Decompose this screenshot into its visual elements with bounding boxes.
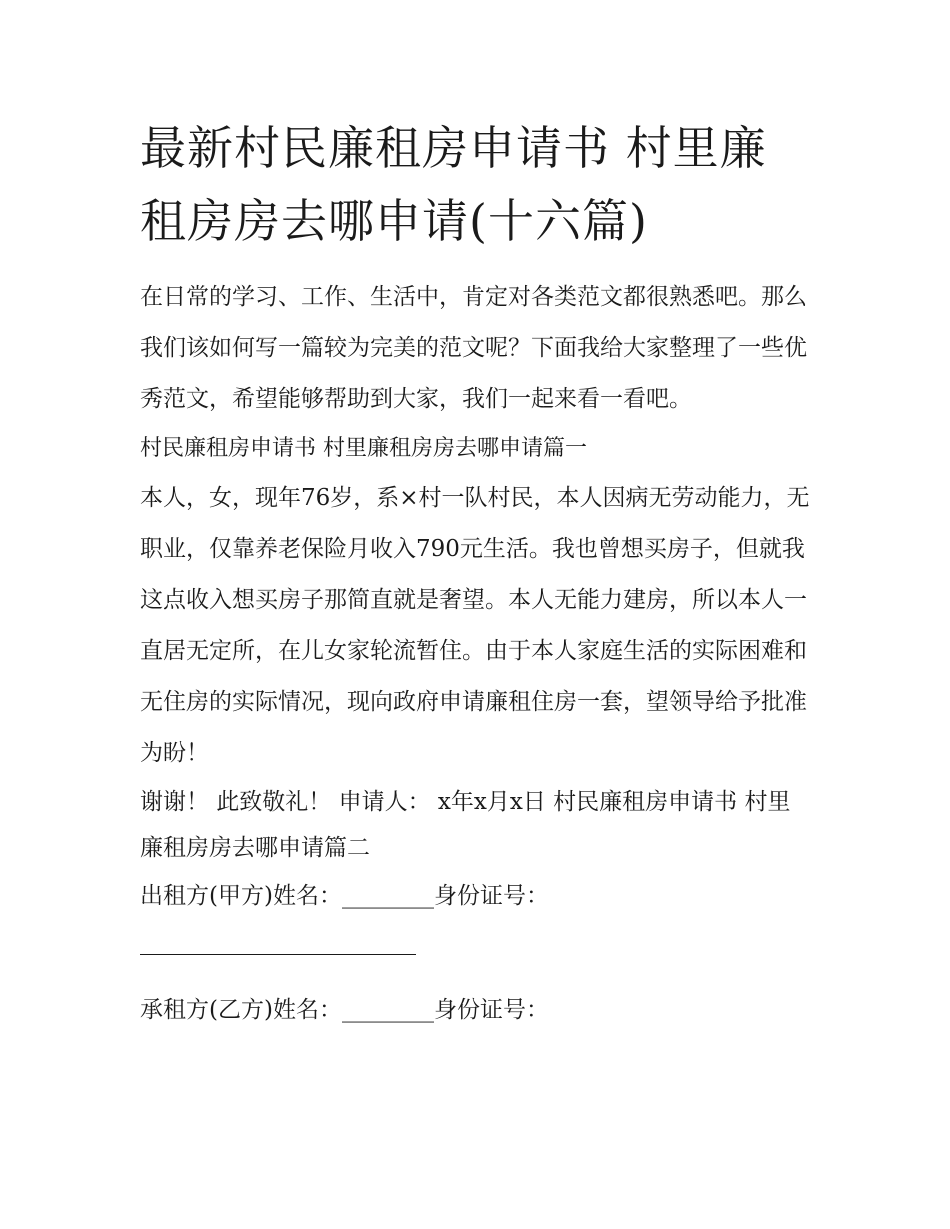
section-heading-1: 村民廉租房申请书 村里廉租房房去哪申请篇一 [140,436,587,461]
document-title: 最新村民廉租房申请书 村里廉租房房去哪申请(十六篇) [140,121,767,248]
lessee-name-line: 承租方(乙方)姓名：________身份证号： [140,997,549,1023]
id-number-blank-line [140,930,416,955]
closing-paragraph: 谢谢！ 此致敬礼！ 申请人： x年x月x日 村民廉租房申请书 村里廉租房房去哪申请篇二 [140,789,791,861]
document-page [140,112,812,1036]
section1-body-paragraph: 本人，女，现年76岁，系×村一队村民，本人因病无劳动能力，无职业，仅靠养老保险月收入790元生活。我也曾想买房子，但就我这点收入想买房子那简直就是奢望。本人无能力建房，所以本人一直居无定所，在儿女家轮流暂住。由于本人家庭生活的实际困难和无住房的实际情况，现向政府申请廉租住房一套，望领导给予批准为盼！ [140,485,810,766]
intro-paragraph: 在日常的学习、工作、生活中，肯定对各类范文都很熟悉吧。那么我们该如何写一篇较为完美的范文呢？下面我给大家整理了一些优秀范文，希望能够帮助到大家，我们一起来看一看吧。 [140,284,807,412]
lessor-name-line: 出租方(甲方)姓名：________身份证号： [140,883,549,909]
